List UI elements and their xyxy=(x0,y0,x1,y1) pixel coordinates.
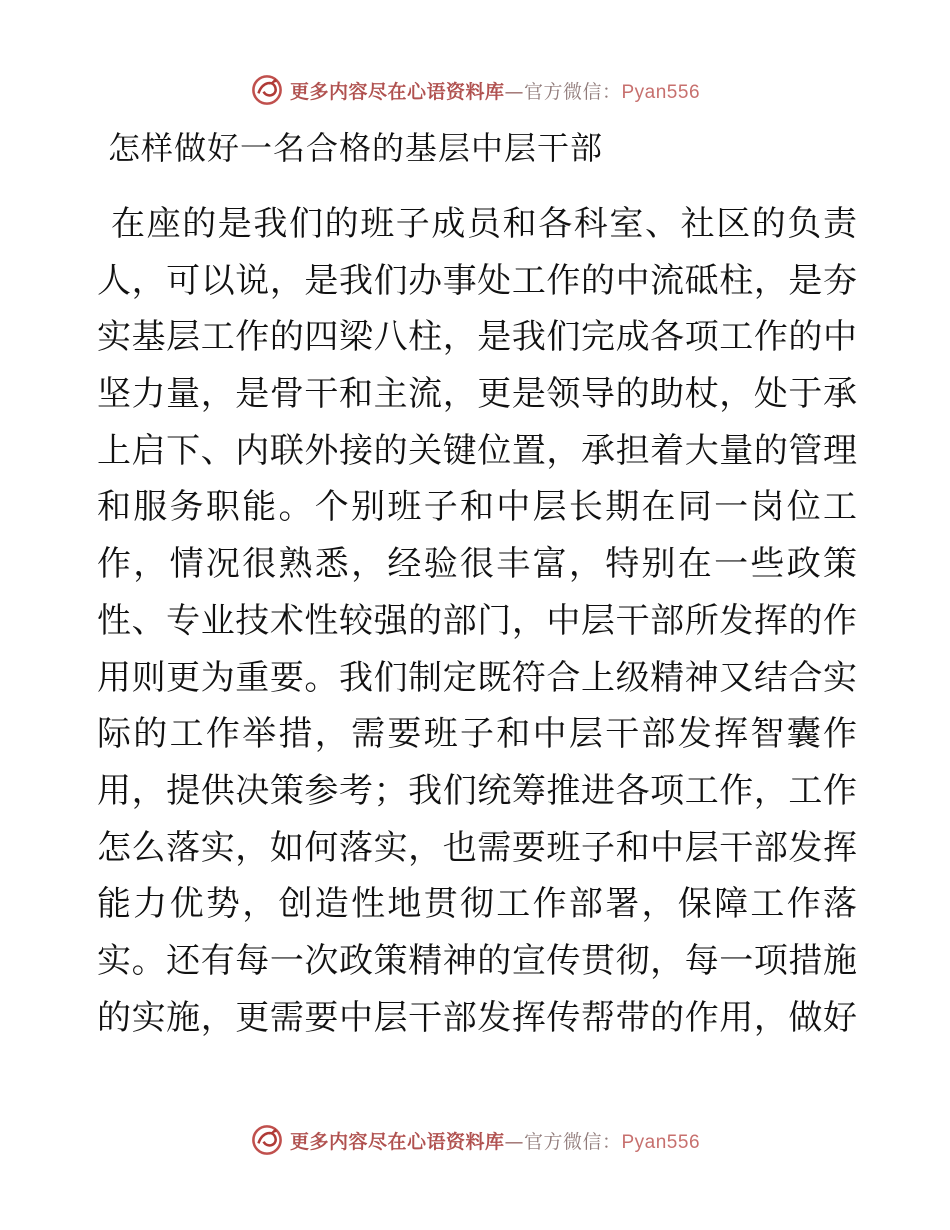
body-line: 实基层工作的四梁八柱，是我们完成各项工作的中 xyxy=(97,317,857,358)
body-line: 能力优势，创造性地贯彻工作部署，保障工作落 xyxy=(97,884,857,925)
document-body xyxy=(97,196,857,1046)
body-line: 在座的是我们的班子成员和各科室、社区的负责 xyxy=(111,204,857,244)
watermark-dash: — xyxy=(504,1130,524,1153)
body-line: 的实施，更需要中层干部发挥传帮带的作用，做好 xyxy=(97,997,857,1038)
watermark-label: 官方微信： xyxy=(523,1130,622,1153)
watermark-wechat-id: Pyan556 xyxy=(621,1131,701,1153)
body-line: 用，提供决策参考；我们统筹推进各项工作，工作 xyxy=(97,770,857,811)
body-line: 人，可以说，是我们办事处工作的中流砥柱，是夯 xyxy=(97,260,857,301)
body-line: 怎么落实，如何落实，也需要班子和中层干部发挥 xyxy=(97,827,857,868)
body-line: 用则更为重要。我们制定既符合上级精神又结合实 xyxy=(97,657,857,698)
swirl-logo-icon xyxy=(250,73,284,107)
body-line: 作，情况很熟悉，经验很丰富，特别在一些政策 xyxy=(97,544,857,585)
body-line: 性、专业技术性较强的部门，中层干部所发挥的作 xyxy=(97,600,857,641)
header-watermark xyxy=(0,70,950,110)
watermark-wechat-id: Pyan556 xyxy=(621,81,701,103)
footer-watermark xyxy=(0,1120,950,1160)
watermark-dash: — xyxy=(504,80,524,103)
watermark-site-text: 更多内容尽在心语资料库 xyxy=(289,1130,505,1153)
swirl-logo-icon xyxy=(250,1123,284,1157)
document-title: 怎样做好一名合格的基层中层干部 xyxy=(108,129,604,167)
body-line: 上启下、内联外接的关键位置，承担着大量的管理 xyxy=(97,430,857,471)
body-line: 实。还有每一次政策精神的宣传贯彻，每一项措施 xyxy=(97,940,857,981)
watermark-site-text: 更多内容尽在心语资料库 xyxy=(289,80,505,103)
body-line: 和服务职能。个别班子和中层长期在同一岗位工 xyxy=(97,487,857,528)
body-line: 际的工作举措，需要班子和中层干部发挥智囊作 xyxy=(97,714,857,755)
watermark-label: 官方微信： xyxy=(523,80,622,103)
body-line: 坚力量，是骨干和主流，更是领导的助杖，处于承 xyxy=(97,374,857,415)
